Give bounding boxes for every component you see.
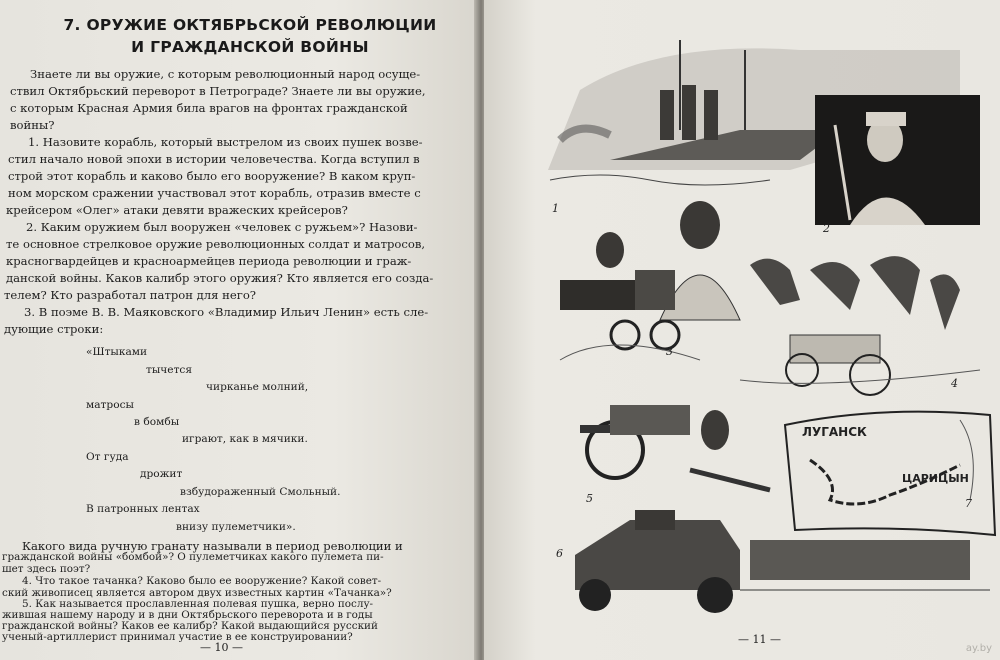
text-line: крейсером «Олег» атаки девяти вражеских крейсеров? bbox=[6, 203, 348, 217]
chapter-title-line1: 7. ОРУЖИЕ ОКТЯБРЬСКОЙ РЕВОЛЮЦИИ bbox=[63, 16, 437, 34]
watermark: ay.by bbox=[965, 643, 992, 654]
poem-line: внизу пулеметчики». bbox=[176, 521, 296, 533]
figure-number: 5 bbox=[586, 492, 593, 505]
text-line: 2. Каким оружием был вооружен «человек с ружьем»? Назови- bbox=[26, 220, 418, 234]
text-line: красногвардейцев и красноармейцев периода революции и граж- bbox=[6, 254, 412, 268]
text-line: ученый-артиллерист принимал участие в ее конструировании? bbox=[2, 631, 353, 643]
text-line: гражданской войны «бомбой»? О пулеметчиках какого пулемета пи- bbox=[2, 551, 384, 563]
poem-line: От гуда bbox=[86, 451, 129, 463]
poem-line: дрожит bbox=[140, 468, 183, 480]
poem-line: взбудораженный Смольный. bbox=[180, 486, 341, 498]
text-line: 1. Назовите корабль, который выстрелом из своих пушек возве- bbox=[28, 135, 423, 149]
poem-line: В патронных лентах bbox=[86, 503, 200, 515]
text-line: войны? bbox=[10, 118, 55, 132]
figure-number: 4 bbox=[951, 377, 958, 390]
map-label-tsaritsyn: ЦАРИЦЫН bbox=[902, 472, 969, 485]
machine-gun-illustration bbox=[560, 201, 740, 360]
text-line: телем? Кто разработал патрон для него? bbox=[4, 288, 257, 302]
text-line: ствил Октябрьский переворот в Петрограде? Знаете ли вы оружие, bbox=[10, 84, 426, 98]
poem-line: играют, как в мячики. bbox=[182, 433, 308, 445]
chapter-title-line2: И ГРАЖДАНСКОЙ ВОЙНЫ bbox=[131, 38, 369, 56]
text-line: Какого вида ручную гранату называли в период революции и bbox=[22, 539, 403, 553]
text-line: с которым Красная Армия била врагов на фронтах гражданской bbox=[10, 101, 408, 115]
left-page bbox=[0, 0, 478, 660]
figure-number: 6 bbox=[556, 547, 563, 560]
text-line: данской войны. Каков калибр этого оружия? Кто является его создa- bbox=[6, 271, 434, 285]
text-line: жившая нашему народу и в дни Октябрьского переворота и в годы bbox=[2, 609, 373, 621]
text-line: 3. В поэме В. В. Маяковского «Владимир Ильич Ленин» есть сле- bbox=[24, 305, 429, 319]
text-line: стил начало новой эпохи в истории человечества. Когда вступил в bbox=[8, 152, 420, 166]
figure-number: 7 bbox=[965, 497, 972, 510]
figure-number: 2 bbox=[823, 222, 830, 235]
text-line: гражданской войны? Каков ее калибр? Какой выдающийся русский bbox=[2, 620, 378, 632]
text-line: 4. Что такое тачанка? Каково было ее вооружение? Какой совет- bbox=[22, 575, 382, 587]
soldier-portrait bbox=[815, 95, 980, 225]
poem-line: чирканье молний, bbox=[206, 381, 309, 393]
tachanka-illustration bbox=[740, 256, 980, 395]
text-line: шет здесь поэт? bbox=[2, 563, 91, 575]
poem-line: матросы bbox=[86, 399, 134, 411]
field-gun-illustration bbox=[580, 405, 770, 490]
poem-line: «Штыками bbox=[86, 346, 148, 358]
page-number-right: — 11 — bbox=[738, 633, 781, 646]
figure-number: 1 bbox=[552, 202, 559, 215]
text-line: Знаете ли вы оружие, с которым революционный народ осуще- bbox=[30, 67, 421, 81]
weapons-illustration bbox=[540, 30, 1000, 630]
text-line: ном морском сражении участвовал этот корабль, отразив вместе с bbox=[8, 186, 421, 200]
page-number-left: — 10 — bbox=[200, 641, 243, 654]
map-label-lugansk: ЛУГАНСК bbox=[802, 425, 867, 439]
text-line: ский живописец является автором двух известных картин «Тачанка»? bbox=[2, 587, 392, 599]
poem-line: в бомбы bbox=[134, 416, 180, 428]
poem-line: тычется bbox=[146, 364, 193, 376]
text-line: строй этот корабль и каково было его вооружение? В каком круп- bbox=[8, 169, 416, 183]
text-line: те основное стрелковое оружие революционных солдат и матросов, bbox=[6, 237, 426, 251]
text-line: дующие строки: bbox=[4, 322, 104, 336]
figure-number: 3 bbox=[666, 345, 673, 358]
text-line: 5. Как называется прославленная полевая пушка, верно послу- bbox=[22, 598, 374, 610]
